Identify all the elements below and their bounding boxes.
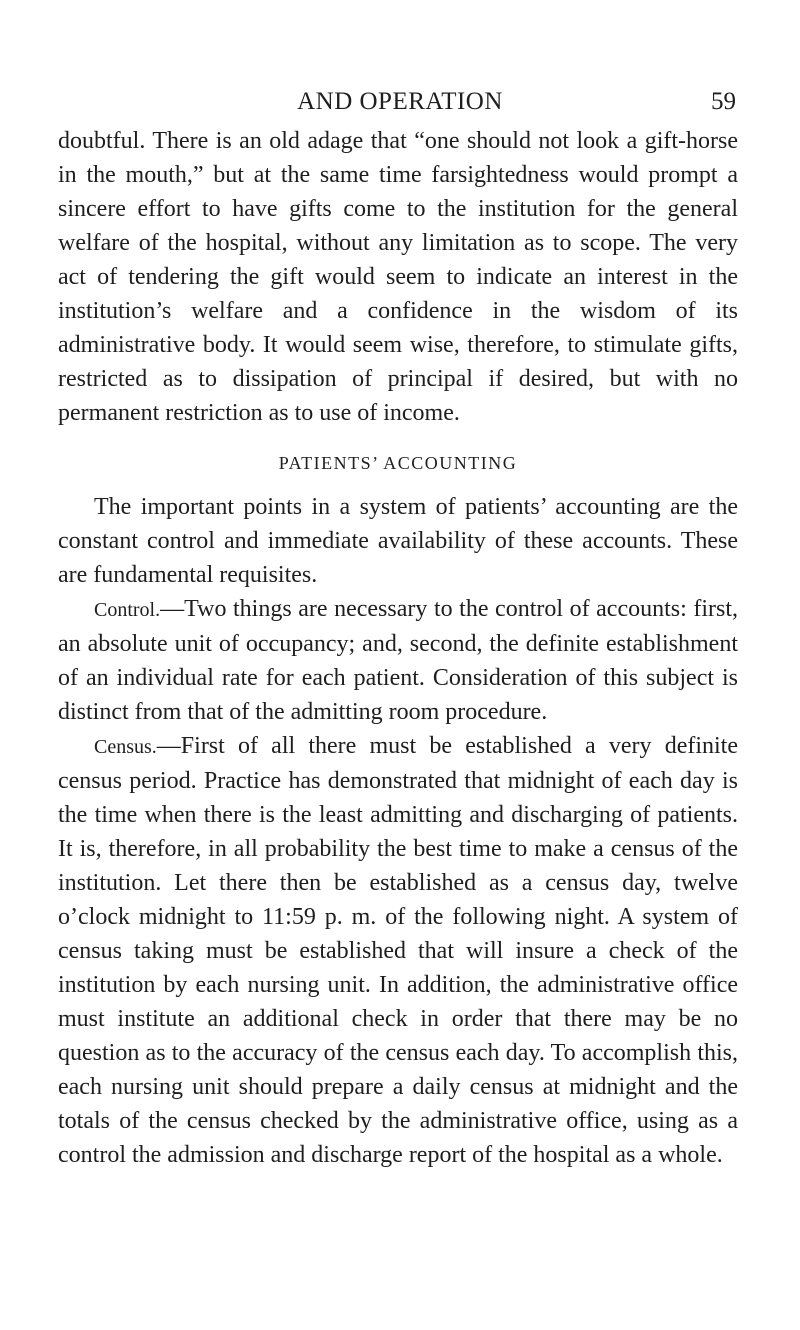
run-in-heading-control: Control. [94,599,161,621]
paragraph-census [58,729,738,1172]
paragraph-census-text: —First of all there must be established a very definite census period. Practice has demonstrated that midnight of each day is the time when there is the least admitting and discharging of patients. It is, therefore, in all probability the best time to make a census of the institution. Let there then be established as a census day, twelve o’clock midnight to 11:59 p. m. of the following night. A system of census taking must be established that will insure a check of the institution by each nursing unit. In addition, the administrative office must institute an additional check in order that there may be no question as to the accuracy of the census each day. To accomplish this, each nursing unit should prepare a daily census at midnight and the totals of the census checked by the administrative office, using as a control the admission and discharge report of the hospital as a whole. [58,733,738,1168]
run-in-heading-census: Census. [94,736,157,758]
paragraph-accounting: The important points in a system of patients’ accounting are the constant control and immediate availability of these accounts. These are fundamental requisites. [58,494,738,588]
paragraph-gifts: doubtful. There is an old adage that “one should not look a gift-horse in the mouth,” but at the same time farsightedness would prompt a sincere effort to have gifts come to the institution for the general welfare of the hospital, without any limitation as to scope. The very act of tendering the gift would seem to indicate an interest in the institution’s welfare and a confidence in the wisdom of its administrative body. It would seem wise, therefore, to stimulate gifts, restricted as to dissipation of principal if desired, but with no permanent restriction as to use of income. [58,128,738,426]
paragraph-control-text: —Two things are necessary to the control of accounts: first, an absolute unit of occupancy; and, second, the definite establishment of an individual rate for each patient. Consideration of this subject is distinct from that of the admitting room procedure. [58,596,738,725]
paragraph-control [58,592,738,729]
page-number: 59 [711,88,736,115]
running-head: AND OPERATION [297,88,503,115]
section-heading: PATIENTS’ ACCOUNTING [278,453,518,473]
body-text [58,124,738,1172]
